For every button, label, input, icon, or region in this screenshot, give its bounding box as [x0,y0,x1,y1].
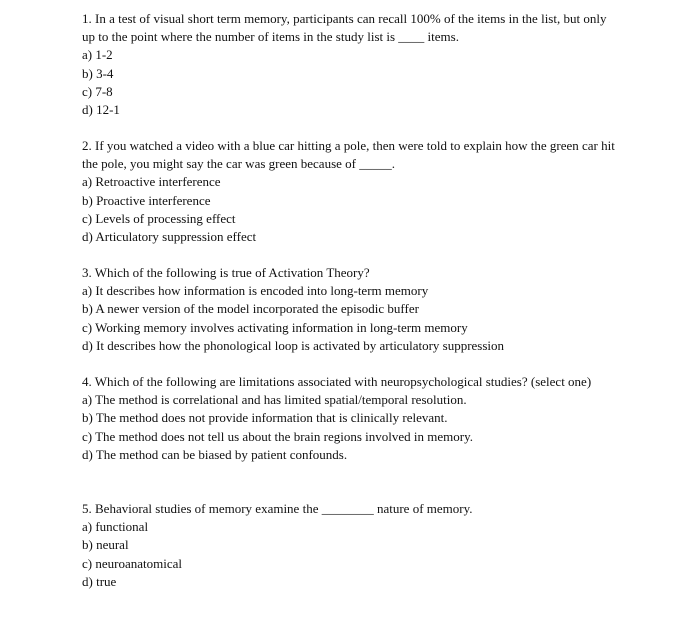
question-4-options [82,391,622,464]
question-1-option-d: d) 12-1 [82,102,120,118]
question-2-option-a: a) Retroactive interference [82,174,221,190]
question-1-option-b: b) 3-4 [82,65,114,81]
question-3-stem: 3. Which of the following is true of Activation Theory? [82,265,370,280]
question-4-stem: 4. Which of the following are limitations associated with neuropsychological studies? (select one) [82,374,592,389]
question-1-option-c: c) 7-8 [82,83,113,99]
question-3 [82,264,622,355]
question-4-option-b: b) The method does not provide information that is clinically relevant. [82,410,448,426]
question-2-options [82,173,622,246]
question-1-option-a: a) 1-2 [82,47,113,63]
question-2 [82,137,622,246]
question-1 [82,10,622,119]
question-4-option-d: d) The method can be biased by patient confounds. [82,446,348,462]
question-5-option-b: b) neural [82,537,129,553]
question-5 [82,500,622,591]
question-5-option-a: a) functional [82,519,149,535]
question-3-option-a: a) It describes how information is encoded into long-term memory [82,283,429,299]
question-4 [82,373,622,464]
question-5-options [82,518,622,591]
question-5-option-d: d) true [82,573,117,589]
question-1-options [82,46,622,119]
question-5-stem: 5. Behavioral studies of memory examine the ________ nature of memory. [82,501,473,516]
question-3-option-b: b) A newer version of the model incorporated the episodic buffer [82,301,419,317]
question-5-option-c: c) neuroanatomical [82,555,182,571]
question-4-option-c: c) The method does not tell us about the brain regions involved in memory. [82,428,474,444]
question-2-option-d: d) Articulatory suppression effect [82,229,257,245]
question-4-option-a: a) The method is correlational and has limited spatial/temporal resolution. [82,392,467,408]
question-2-option-b: b) Proactive interference [82,192,211,208]
question-3-option-c: c) Working memory involves activating information in long-term memory [82,319,468,335]
question-1-stem: 1. In a test of visual short term memory, participants can recall 100% of the items in the list, but only up to the point where the number of items in the study list is ____ items. [82,11,607,45]
question-2-option-c: c) Levels of processing effect [82,210,236,226]
question-3-option-d: d) It describes how the phonological loop is activated by articulatory suppression [82,337,505,353]
question-2-stem: 2. If you watched a video with a blue car hitting a pole, then were told to explain how the green car hit the pole, you might say the car was green because of _____. [82,138,615,172]
question-3-options [82,282,622,355]
